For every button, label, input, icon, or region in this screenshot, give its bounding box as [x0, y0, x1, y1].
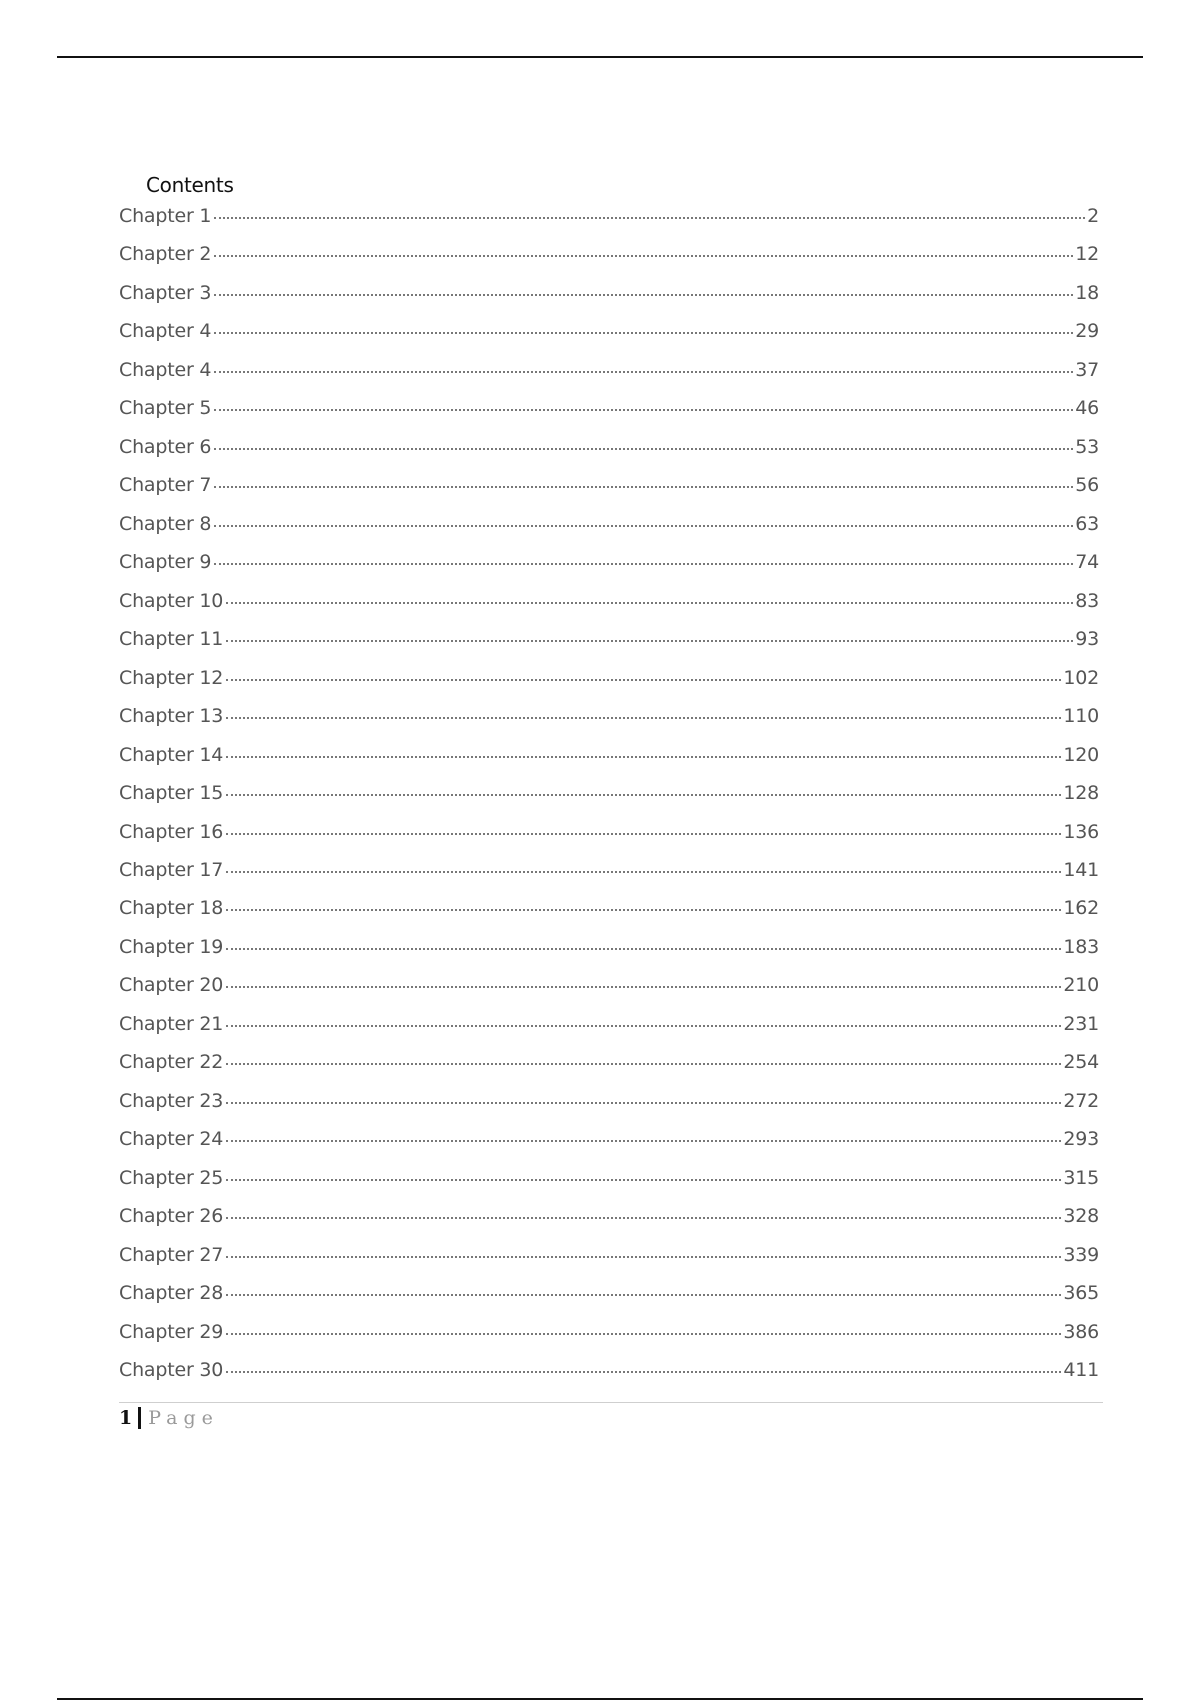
- footer-separator: [138, 1407, 141, 1429]
- toc-entry-label: Chapter 29: [119, 1320, 224, 1343]
- toc-entry[interactable]: [119, 1087, 1099, 1125]
- toc-entry[interactable]: [119, 279, 1099, 317]
- page-number: 1: [119, 1407, 133, 1429]
- toc-entry-label: Chapter 4: [119, 358, 212, 381]
- toc-entry-label: Chapter 5: [119, 397, 212, 420]
- contents-heading: Contents: [146, 173, 234, 197]
- toc-entry-label: Chapter 26: [119, 1205, 224, 1228]
- toc-entry-page-number: 120: [1063, 743, 1099, 766]
- toc-entry-page-number: 63: [1075, 512, 1099, 535]
- toc-dot-leader: [226, 640, 1073, 642]
- toc-dot-leader: [226, 794, 1061, 796]
- toc-entry[interactable]: [119, 1279, 1099, 1317]
- toc-dot-leader: [214, 409, 1073, 411]
- toc-entry[interactable]: [119, 587, 1099, 625]
- toc-entry-page-number: 93: [1075, 628, 1099, 651]
- toc-entry[interactable]: [119, 702, 1099, 740]
- toc-dot-leader: [214, 525, 1073, 527]
- toc-entry-label: Chapter 2: [119, 243, 212, 266]
- toc-entry-page-number: 272: [1063, 1089, 1099, 1112]
- toc-dot-leader: [226, 986, 1061, 988]
- toc-entry[interactable]: [119, 202, 1099, 240]
- page-label: Page: [148, 1407, 219, 1429]
- toc-entry-label: Chapter 9: [119, 551, 212, 574]
- toc-entry[interactable]: [119, 240, 1099, 278]
- toc-entry-label: Chapter 6: [119, 435, 212, 458]
- toc-entry-label: Chapter 11: [119, 628, 224, 651]
- toc-entry[interactable]: [119, 1202, 1099, 1240]
- toc-dot-leader: [214, 217, 1085, 219]
- toc-entry-label: Chapter 27: [119, 1243, 224, 1266]
- toc-entry[interactable]: [119, 1318, 1099, 1356]
- toc-entry[interactable]: [119, 894, 1099, 932]
- toc-entry-label: Chapter 17: [119, 858, 224, 881]
- toc-entry-label: Chapter 22: [119, 1051, 224, 1074]
- toc-entry[interactable]: [119, 1164, 1099, 1202]
- toc-dot-leader: [214, 332, 1073, 334]
- toc-entry-label: Chapter 15: [119, 782, 224, 805]
- toc-entry-label: Chapter 24: [119, 1128, 224, 1151]
- toc-entry-label: Chapter 18: [119, 897, 224, 920]
- toc-entry-page-number: 254: [1063, 1051, 1099, 1074]
- footer-rule: [119, 1402, 1103, 1403]
- toc-dot-leader: [226, 1102, 1061, 1104]
- toc-dot-leader: [226, 909, 1061, 911]
- toc-dot-leader: [226, 1179, 1061, 1181]
- toc-entry[interactable]: [119, 433, 1099, 471]
- toc-entry-label: Chapter 8: [119, 512, 212, 535]
- toc-entry-label: Chapter 28: [119, 1282, 224, 1305]
- toc-entry[interactable]: [119, 1241, 1099, 1279]
- toc-entry-label: Chapter 20: [119, 974, 224, 997]
- toc-dot-leader: [226, 1217, 1061, 1219]
- toc-entry-page-number: 411: [1063, 1359, 1099, 1382]
- toc-dot-leader: [226, 948, 1061, 950]
- toc-dot-leader: [226, 833, 1061, 835]
- toc-entry-page-number: 210: [1063, 974, 1099, 997]
- toc-entry-label: Chapter 13: [119, 705, 224, 728]
- toc-entry[interactable]: [119, 779, 1099, 817]
- toc-dot-leader: [226, 1333, 1061, 1335]
- toc-entry-page-number: 56: [1075, 474, 1099, 497]
- toc-dot-leader: [226, 717, 1061, 719]
- toc-dot-leader: [226, 756, 1061, 758]
- toc-dot-leader: [226, 1140, 1061, 1142]
- toc-entry-page-number: 162: [1063, 897, 1099, 920]
- toc-dot-leader: [214, 255, 1073, 257]
- toc-entry[interactable]: [119, 1125, 1099, 1163]
- toc-entry-label: Chapter 7: [119, 474, 212, 497]
- toc-entry-label: Chapter 23: [119, 1089, 224, 1112]
- toc-entry-page-number: 74: [1075, 551, 1099, 574]
- toc-dot-leader: [226, 1371, 1061, 1373]
- toc-entry-label: Chapter 10: [119, 589, 224, 612]
- toc-entry-label: Chapter 16: [119, 820, 224, 843]
- toc-entry[interactable]: [119, 933, 1099, 971]
- toc-entry-page-number: 339: [1063, 1243, 1099, 1266]
- toc-dot-leader: [214, 486, 1073, 488]
- toc-entry[interactable]: [119, 971, 1099, 1009]
- toc-entry-label: Chapter 12: [119, 666, 224, 689]
- toc-dot-leader: [226, 871, 1061, 873]
- toc-entry-page-number: 46: [1075, 397, 1099, 420]
- toc-entry[interactable]: [119, 471, 1099, 509]
- toc-entry[interactable]: [119, 818, 1099, 856]
- toc-dot-leader: [214, 371, 1073, 373]
- toc-entry-page-number: 12: [1075, 243, 1099, 266]
- toc-entry-label: Chapter 3: [119, 281, 212, 304]
- toc-dot-leader: [226, 1025, 1061, 1027]
- toc-entry-page-number: 37: [1075, 358, 1099, 381]
- toc-entry-page-number: 18: [1075, 281, 1099, 304]
- header-rule: [57, 56, 1143, 58]
- page-footer: [119, 1404, 219, 1432]
- toc-entry-page-number: 141: [1063, 858, 1099, 881]
- toc-dot-leader: [214, 294, 1073, 296]
- toc-entry[interactable]: [119, 856, 1099, 894]
- toc-dot-leader: [226, 1063, 1061, 1065]
- toc-dot-leader: [214, 448, 1073, 450]
- toc-entry[interactable]: [119, 548, 1099, 586]
- toc-dot-leader: [226, 602, 1073, 604]
- toc-entry-page-number: 136: [1063, 820, 1099, 843]
- toc-entry[interactable]: [119, 1010, 1099, 1048]
- toc-dot-leader: [226, 1256, 1061, 1258]
- toc-entry-page-number: 29: [1075, 320, 1099, 343]
- toc-entry-label: Chapter 21: [119, 1012, 224, 1035]
- toc-dot-leader: [226, 679, 1061, 681]
- toc-entry-page-number: 386: [1063, 1320, 1099, 1343]
- toc-entry[interactable]: [119, 1356, 1099, 1394]
- toc-entry-label: Chapter 19: [119, 935, 224, 958]
- toc-dot-leader: [226, 1294, 1061, 1296]
- toc-entry-page-number: 83: [1075, 589, 1099, 612]
- toc-entry[interactable]: [119, 356, 1099, 394]
- toc-entry[interactable]: [119, 741, 1099, 779]
- toc-entry-page-number: 328: [1063, 1205, 1099, 1228]
- toc-entry-page-number: 315: [1063, 1166, 1099, 1189]
- toc-entry[interactable]: [119, 625, 1099, 663]
- table-of-contents: [119, 202, 1099, 1395]
- toc-entry-label: Chapter 1: [119, 205, 212, 227]
- toc-entry-page-number: 231: [1063, 1012, 1099, 1035]
- toc-entry-label: Chapter 4: [119, 320, 212, 343]
- toc-entry-page-number: 110: [1063, 705, 1099, 728]
- toc-entry-label: Chapter 30: [119, 1359, 224, 1382]
- toc-entry-page-number: 53: [1075, 435, 1099, 458]
- toc-entry-page-number: 2: [1087, 205, 1099, 227]
- toc-entry[interactable]: [119, 317, 1099, 355]
- toc-entry-label: Chapter 14: [119, 743, 224, 766]
- toc-entry[interactable]: [119, 664, 1099, 702]
- toc-entry-page-number: 183: [1063, 935, 1099, 958]
- toc-entry[interactable]: [119, 394, 1099, 432]
- toc-dot-leader: [214, 563, 1073, 565]
- toc-entry-page-number: 128: [1063, 782, 1099, 805]
- toc-entry-page-number: 293: [1063, 1128, 1099, 1151]
- toc-entry[interactable]: [119, 510, 1099, 548]
- toc-entry-label: Chapter 25: [119, 1166, 224, 1189]
- toc-entry[interactable]: [119, 1048, 1099, 1086]
- toc-entry-page-number: 365: [1063, 1282, 1099, 1305]
- toc-entry-page-number: 102: [1063, 666, 1099, 689]
